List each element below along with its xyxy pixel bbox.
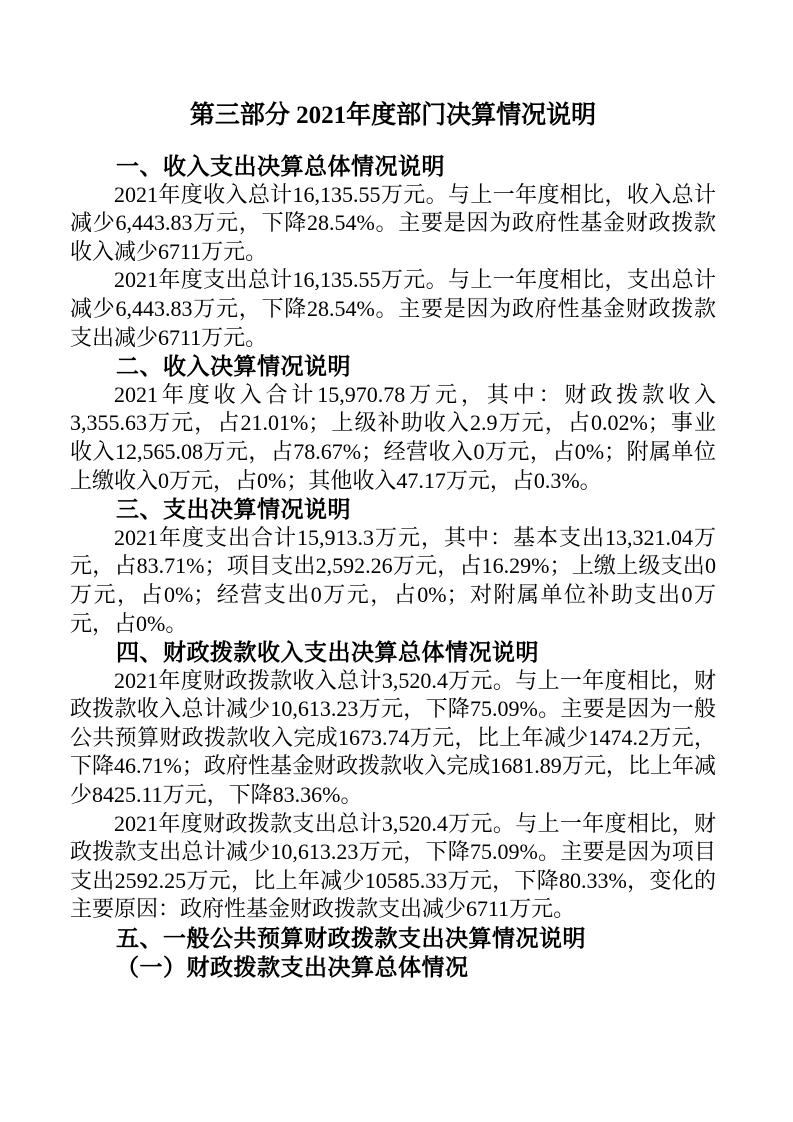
section-heading-income-expense-overview: 一、收入支出决算总体情况说明 xyxy=(116,153,445,179)
section-heading-fiscal-appropriation-overview: 四、财政拨款收入支出决算总体情况说明 xyxy=(116,639,539,666)
paragraph-fiscal-appropriation-expense: 2021年度财政拨款支出总计3,520.4万元。与上一年度相比，财政拨款支出总计减少10,613.23万元，下降75.09%。主要是因为项目支出2592.25万元，比上年减少10585.33万元，下降80.33%，变化的主要原因：政府性基金财政拨款支出减少6711万元。 xyxy=(70,810,716,922)
subsection-heading-appropriation-expense-overview: （一）财政拨款支出决算总体情况 xyxy=(116,953,469,980)
paragraph-expense-breakdown: 2021年度支出合计15,913.3万元，其中：基本支出13,321.04万元，占83.71%；项目支出2,592.26万元，占16.29%；上缴上级支出0万元，占0%；经营支出0万元，占0%；对附属单位补助支出0万元，占0%。 xyxy=(70,524,716,636)
paragraph-income-breakdown: 2021年度收入合计15,970.78万元，其中：财政拨款收入3,355.63万元，占21.01%；上级补助收入2.9万元，占0.02%；事业收入12,565.08万元，占78.67%；经营收入0万元，占0%；附属单位上缴收入0万元，占0%；其他收入47.17万元，占0.3%。 xyxy=(70,381,716,493)
section-heading-expense-accounts: 三、支出决算情况说明 xyxy=(116,496,351,523)
section-heading-general-public-budget: 五、一般公共预算财政拨款支出决算情况说明 xyxy=(116,925,586,952)
section-heading-income-accounts: 二、收入决算情况说明 xyxy=(116,353,351,380)
paragraph-total-expense: 2021年度支出总计16,135.55万元。与上一年度相比，支出总计减少6,443.83万元，下降28.54%。主要是因为政府性基金财政拨款支出减少6711万元。 xyxy=(70,267,716,350)
document-title: 第三部分 2021年度部门决算情况说明 xyxy=(189,102,597,129)
paragraph-total-income: 2021年度收入总计16,135.55万元。与上一年度相比，收入总计减少6,443.83万元，下降28.54%。主要是因为政府性基金财政拨款收入减少6711万元。 xyxy=(70,181,716,264)
document-content xyxy=(70,99,716,981)
paragraph-fiscal-appropriation-income: 2021年度财政拨款收入总计3,520.4万元。与上一年度相比，财政拨款收入总计减少10,613.23万元，下降75.09%。主要是因为一般公共预算财政拨款收入完成1673.74万元，比上年减少1474.2万元，下降46.71%；政府性基金财政拨款收入完成1681.89万元，比上年减少8425.11万元，下降83.36%。 xyxy=(70,667,716,808)
